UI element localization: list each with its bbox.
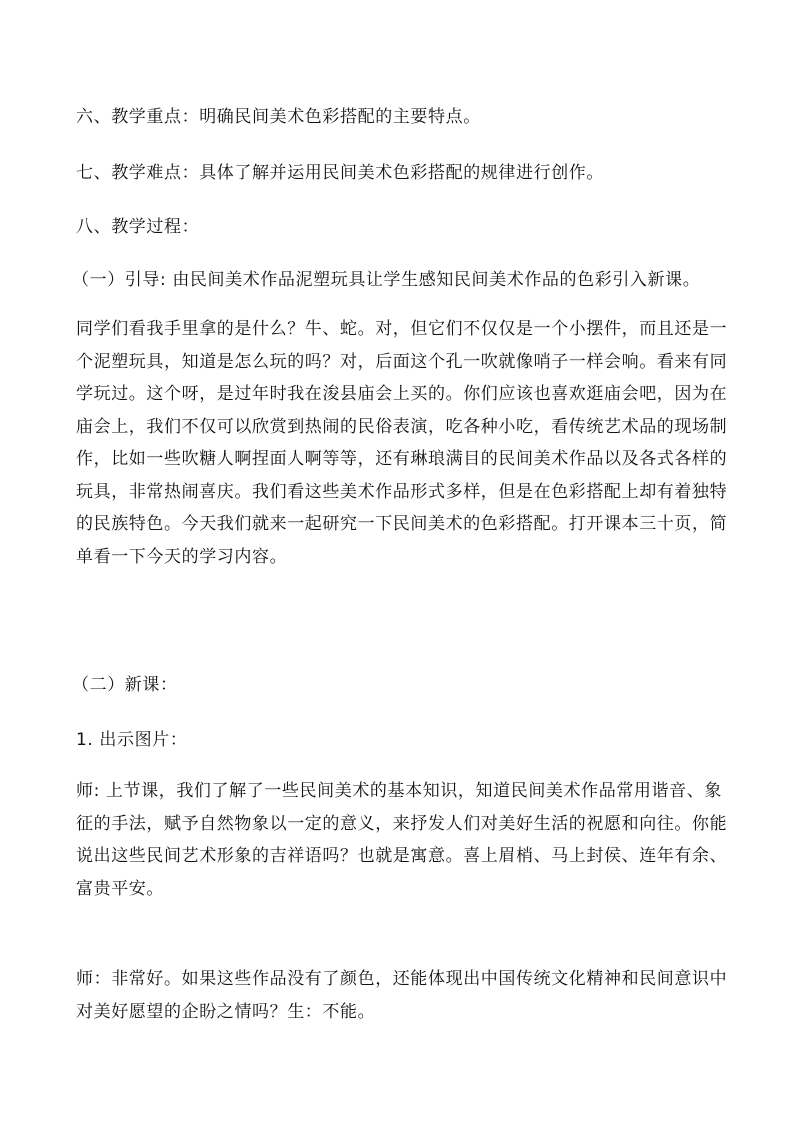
teacher-paragraph-1: 师: 上节课，我们了解了一些民间美术的基本知识，知道民间美术作品常用谐音、象征的手法，赋予自然物象以一定的意义，来抒发人们对美好生活的祝愿和向往。你能说出这些民间艺术形象的吉祥语吗？也就是寓意。喜上眉梢、马上封侯、连年有余、富贵平安。 [76,781,728,899]
section1-title: （一）引导: 由民间美术作品泥塑玩具让学生感知民间美术作品的色彩引入新课。 [72,270,701,290]
intro-paragraph: 同学们看我手里拿的是什么？牛、蛇。对，但它们不仅仅是一个小摆件，而且还是一个泥塑玩具，知道是怎么玩的吗？对，后面这个孔一吹就像哨子一样会响。看来有同学玩过。这个呀，是过年时我在浚县庙会上买的。你们应该也喜欢逛庙会吧，因为在庙会上，我们不仅可以欣赏到热闹的民俗表演，吃各种小吃，看传统艺术品的现场制作，比如一些吹糖人啊捏面人啊等等，还有琳琅满目的民间美术作品以及各式各样的玩具，非常热闹喜庆。我们看这些美术作品形式多样，但是在色彩搭配上却有着独特的民族特色。今天我们就来一起研究一下民间美术的色彩搭配。打开课本三十页，简单看一下今天的学习内容。 [76,319,728,567]
section2-title: （二）新课： [72,675,178,695]
heading-process: 八、教学过程： [76,217,200,237]
teacher-paragraph-2: 师：非常好。如果这些作品没有了颜色，还能体现出中国传统文化精神和民间意识中对美好愿望的企盼之情吗？生：不能。 [76,969,728,1022]
heading-difficulty: 七、教学难点：具体了解并运用民间美术色彩搭配的规律进行创作。 [76,163,604,183]
item1-title: 1. 出示图片： [76,730,188,750]
heading-key-points: 六、教学重点：明确民间美术色彩搭配的主要特点。 [76,107,481,127]
